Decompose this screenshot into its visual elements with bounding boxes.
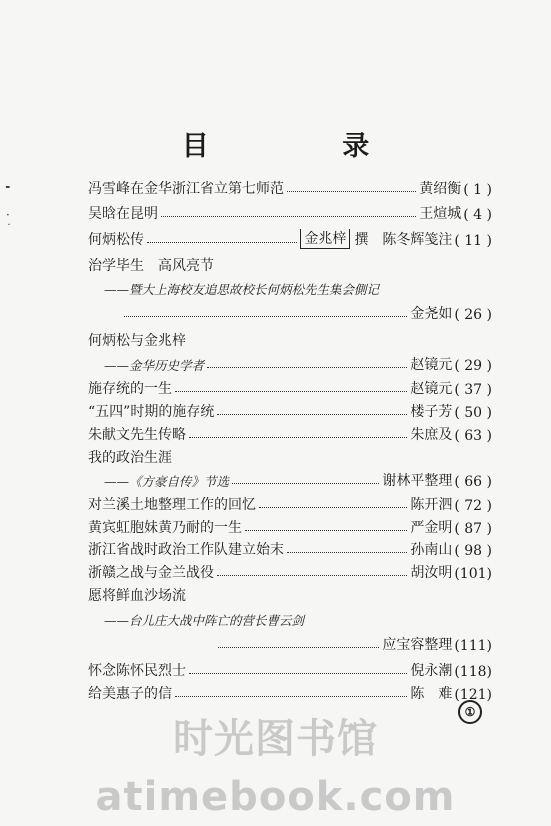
toc-entry[interactable]: [88, 330, 492, 350]
entry-author: 黄绍衡: [419, 181, 462, 197]
entry-title: 对兰溪土地整理工作的回忆: [88, 497, 256, 513]
toc-entry[interactable]: [88, 255, 492, 275]
entry-author: 孙南山: [410, 542, 453, 558]
toc-entry[interactable]: [88, 494, 492, 514]
entry-author: 陈开泗: [410, 497, 453, 513]
entry-page: (118): [454, 664, 492, 680]
dot-leader: [287, 552, 407, 553]
entry-subtitle: ——台儿庄大战中阵亡的营长曹云剑: [104, 613, 305, 628]
dot-leader: [217, 414, 407, 415]
entry-title: 何炳松传: [88, 232, 144, 248]
entry-author: 谢林平整理: [382, 473, 453, 489]
toc-entry[interactable]: [88, 203, 492, 223]
entry-title: 浙赣之战与金兰战役: [88, 565, 214, 581]
entry-title: 朱献文先生传略: [88, 427, 186, 443]
entry-title: 施存统的一生: [88, 381, 172, 397]
entry-page: ( 72 ): [454, 498, 492, 514]
entry-title: 治学毕生 高风亮节: [88, 258, 214, 274]
toc-entry[interactable]: [88, 354, 492, 374]
entry-page: ( 63 ): [454, 428, 492, 444]
toc-entry[interactable]: [88, 424, 492, 444]
toc-entry[interactable]: [88, 303, 492, 323]
entry-page: ( 26 ): [454, 307, 492, 323]
dot-leader: [189, 673, 407, 674]
dot-leader: [218, 647, 379, 648]
entry-subtitle: ——《方豪自传》节选: [104, 474, 230, 489]
entry-page: ( 87 ): [454, 521, 492, 537]
entry-page: ( 98 ): [454, 543, 492, 559]
toc-entry[interactable]: [88, 517, 492, 537]
toc-entry[interactable]: [88, 660, 492, 680]
entry-author: 赵镜元: [410, 381, 453, 397]
dot-leader: [175, 391, 407, 392]
dot-leader: [161, 216, 416, 217]
entry-author: 赵镜元: [410, 357, 453, 373]
toc-entry[interactable]: [88, 562, 492, 582]
entry-page: ( 4 ): [463, 207, 492, 223]
entry-author: 楼子芳: [410, 404, 453, 420]
scan-marks: ╸ · ˙: [6, 180, 14, 236]
toc-entry[interactable]: [88, 539, 492, 559]
entry-title: 我的政治生涯: [88, 450, 172, 466]
toc-entry[interactable]: [88, 470, 492, 490]
entry-author: 应宝容整理: [382, 637, 453, 653]
entry-title: 何炳松与金兆梓: [88, 333, 186, 349]
entry-page: ( 37 ): [454, 382, 492, 398]
dot-leader: [245, 530, 407, 531]
entry-author: 倪永潮: [410, 663, 453, 679]
dot-leader: [232, 483, 379, 484]
page-title: 目 录: [181, 131, 432, 162]
entry-page: ( 1 ): [463, 182, 492, 198]
entry-title: 冯雪峰在金华浙江省立第七师范: [88, 181, 284, 197]
entry-title: “五四”时期的施存统: [88, 404, 215, 420]
dot-leader: [207, 367, 407, 368]
toc-subtitle-row: [88, 609, 508, 629]
toc-entry[interactable]: [88, 178, 492, 198]
entry-page: ( 50 ): [454, 405, 492, 421]
toc-subtitle-row: [88, 278, 508, 298]
entry-author: 金尧如: [410, 306, 453, 322]
entry-page: ( 29 ): [454, 358, 492, 374]
entry-title: 愿将鲜血沙场流: [88, 588, 186, 604]
entry-title: 浙江省战时政治工作队建立始末: [88, 542, 284, 558]
dot-leader: [124, 316, 407, 317]
entry-subtitle: ——金华历史学者: [104, 358, 205, 373]
entry-page: ( 66 ): [454, 474, 492, 490]
entry-title: 怀念陈怀民烈士: [88, 663, 186, 679]
entry-author: 胡汝明: [410, 565, 453, 581]
toc-entry[interactable]: [88, 683, 492, 703]
dot-leader: [189, 437, 407, 438]
page-number: ①: [458, 700, 482, 724]
entry-subtitle: ——暨大上海校友追思故校长何炳松先生集会側记: [104, 282, 380, 297]
entry-author: 陈 难: [410, 686, 453, 702]
dot-leader: [217, 575, 407, 576]
toc-entry[interactable]: [88, 401, 492, 421]
entry-title: 给美惠子的信: [88, 686, 172, 702]
toc-entry[interactable]: [88, 229, 492, 249]
site-watermark: 时光图书馆atimebook.com: [95, 716, 456, 820]
dot-leader: [175, 696, 407, 697]
entry-page: (111): [454, 638, 492, 654]
toc-entry[interactable]: [88, 447, 492, 467]
entry-title: 黄宾虹胞妹黄乃耐的一生: [88, 520, 242, 536]
entry-page: (101): [454, 566, 492, 582]
entry-page: (121): [454, 687, 492, 703]
toc-entry[interactable]: [88, 378, 492, 398]
dot-leader: [287, 191, 416, 192]
entry-boxed-author: 金兆梓: [300, 229, 350, 249]
entry-page: ( 11 ): [454, 233, 492, 249]
dot-leader: [147, 242, 297, 243]
toc-entry[interactable]: [88, 634, 492, 654]
entry-author: 严金明: [410, 520, 453, 536]
entry-author: 朱庶及: [410, 427, 453, 443]
dot-leader: [259, 507, 407, 508]
entry-author: 撰 陈冬辉笺注: [354, 232, 453, 248]
entry-title: 吴晗在昆明: [88, 206, 158, 222]
entry-author: 王煊城: [419, 206, 462, 222]
toc-entry[interactable]: [88, 585, 492, 605]
